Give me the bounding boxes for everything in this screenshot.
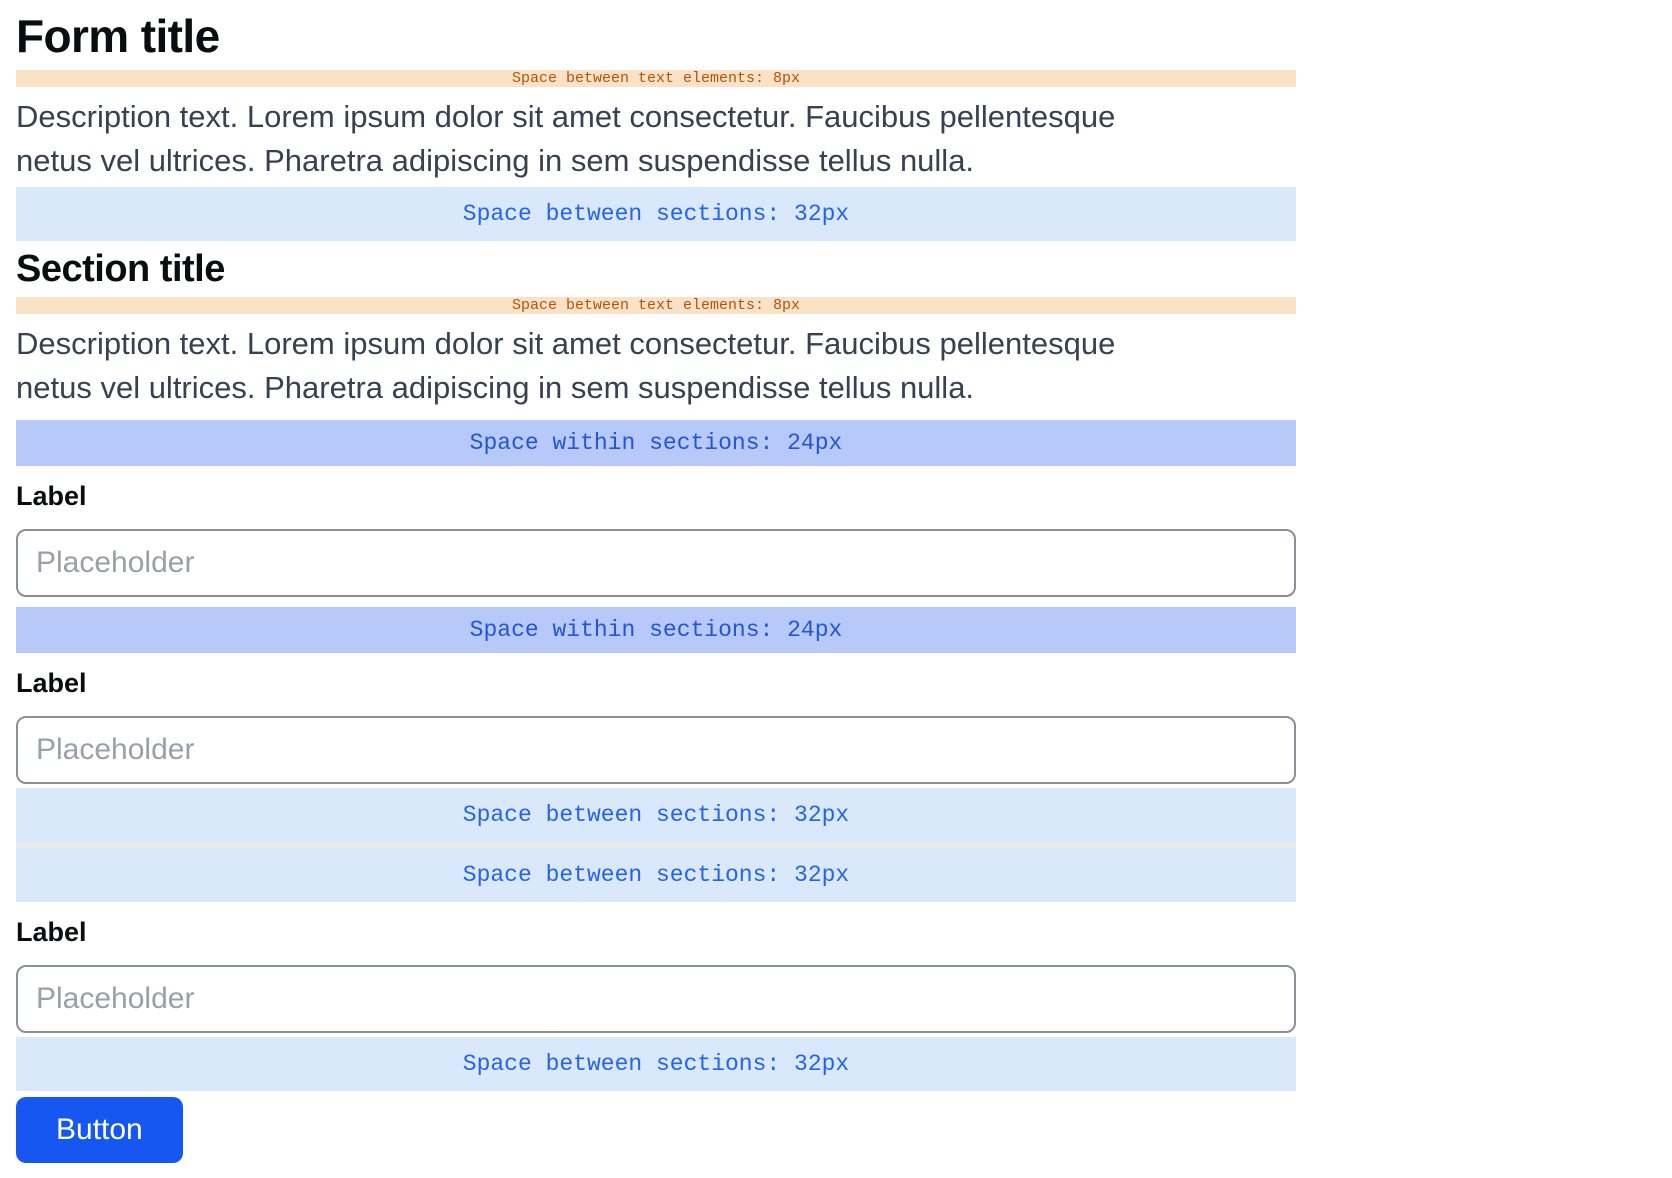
text-input[interactable]	[16, 965, 1296, 1033]
description-line: netus vel ultrices. Pharetra adipiscing in sem suspendisse tellus nulla.	[16, 370, 975, 405]
annotation-section-gap-label: Space between sections: 32px	[462, 802, 850, 828]
annotation-section-gap-bar	[16, 848, 1296, 902]
annotation-section-gap-label: Space between sections: 32px	[462, 201, 850, 227]
field-group-1	[16, 479, 1672, 597]
field-group-2	[16, 666, 1672, 784]
field-label: Label	[16, 668, 87, 698]
description-line: Description text. Lorem ipsum dolor sit amet consectetur. Faucibus pellentesque	[16, 99, 1116, 134]
description-line: netus vel ultrices. Pharetra adipiscing in sem suspendisse tellus nulla.	[16, 143, 975, 178]
annotation-text-gap-label: Space between text elements: 8px	[511, 297, 801, 314]
text-input[interactable]	[16, 716, 1296, 784]
annotation-within-gap-bar	[16, 607, 1296, 653]
form-title: Form title	[16, 10, 220, 62]
submit-button[interactable]: Button	[16, 1097, 183, 1163]
annotation-section-gap-bar	[16, 187, 1296, 241]
annotation-section-gap-label: Space between sections: 32px	[462, 1051, 850, 1077]
description-line: Description text. Lorem ipsum dolor sit amet consectetur. Faucibus pellentesque	[16, 326, 1116, 361]
form-description	[16, 95, 1296, 183]
field-label: Label	[16, 481, 87, 511]
field-label: Label	[16, 917, 87, 947]
annotation-text-gap-bar	[16, 297, 1296, 314]
annotation-section-gap-bar	[16, 788, 1296, 842]
annotation-text-gap-bar	[16, 70, 1296, 87]
text-input[interactable]	[16, 529, 1296, 597]
section-description	[16, 322, 1296, 410]
annotation-within-gap-label: Space within sections: 24px	[469, 617, 843, 643]
annotation-within-gap-label: Space within sections: 24px	[469, 430, 843, 456]
annotation-section-gap-label: Space between sections: 32px	[462, 862, 850, 888]
annotation-section-gap-bar	[16, 1037, 1296, 1091]
section-title: Section title	[16, 248, 225, 290]
annotation-text-gap-label: Space between text elements: 8px	[511, 70, 801, 87]
field-group-3	[16, 915, 1672, 1033]
annotation-within-gap-bar	[16, 420, 1296, 466]
